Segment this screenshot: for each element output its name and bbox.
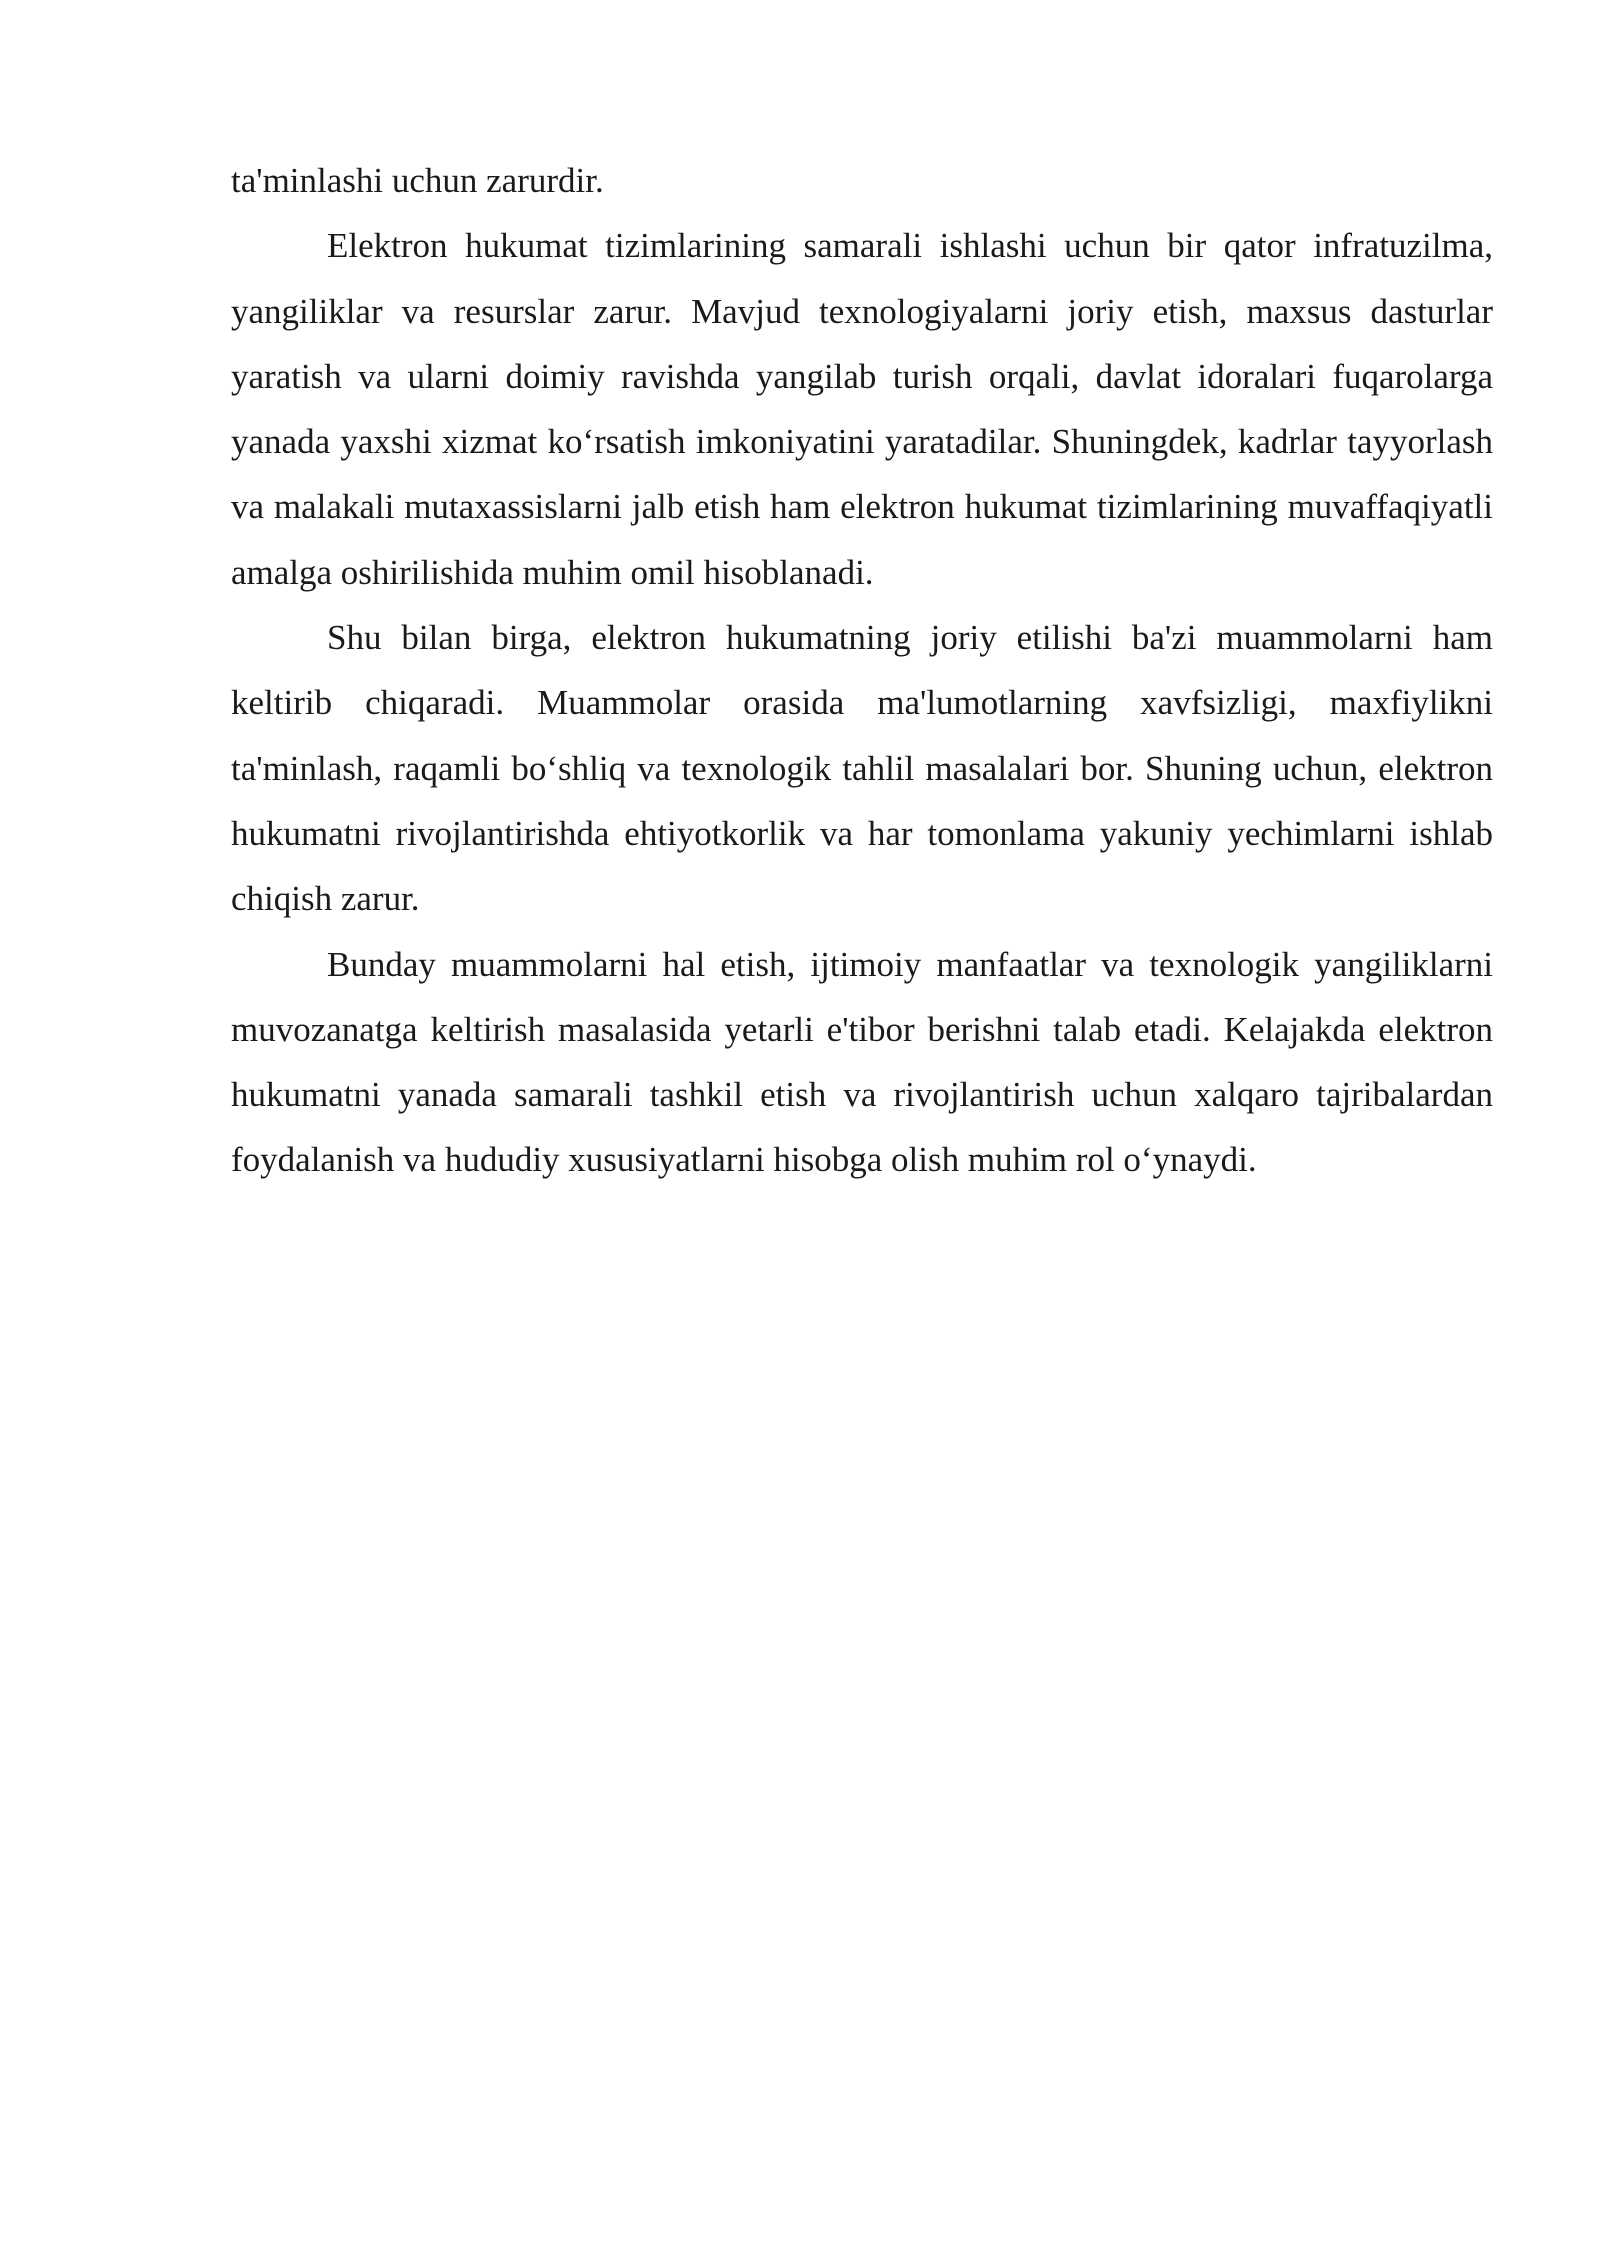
paragraph-infrastructure: Elektron hukumat tizimlarining samarali ishlashi uchun bir qator infratuzilma, yangiliklar va resurslar zarur. Mavjud texnologiyalarni joriy etish, maxsus dasturlar yaratish va ularni doimiy ravishda yangilab turish orqali, davlat idoralari fuqarolarga yanada yaxshi xizmat ko‘rsatish imkoniyatini yaratadilar. Shuningdek, kadrlar tayyorlash va malakali mutaxassislarni jalb etish ham elektron hukumat tizimlarining muvaffaqiyatli amalga oshirilishida muhim omil hisoblanadi. bbox=[231, 226, 1493, 592]
paragraph-solutions: Bunday muammolarni hal etish, ijtimoiy manfaatlar va texnologik yangiliklarni muvozanatga keltirish masalasida yetarli e'tibor berishni talab etadi. Kelajakda elektron hukumatni yanada samarali tashkil etish va rivojlantirish uchun xalqaro tajribalardan foydalanish va hududiy xususiyatlarni hisobga olish muhim rol o‘ynaydi. bbox=[231, 944, 1493, 1180]
paragraph-continuation: ta'minlashi uchun zarurdir. bbox=[231, 161, 604, 200]
paragraph-problems: Shu bilan birga, elektron hukumatning joriy etilishi ba'zi muammolarni ham keltirib chiqaradi. Muammolar orasida ma'lumotlarning xavfsizligi, maxfiylikni ta'minlash, raqamli bo‘shliq va texnologik tahlil masalalari bor. Shuning uchun, elektron hukumatni rivojlantirishda ehtiyotkorlik va har tomonlama yakuniy yechimlarni ishlab chiqish zarur. bbox=[231, 618, 1493, 919]
body-text bbox=[231, 148, 1493, 1193]
